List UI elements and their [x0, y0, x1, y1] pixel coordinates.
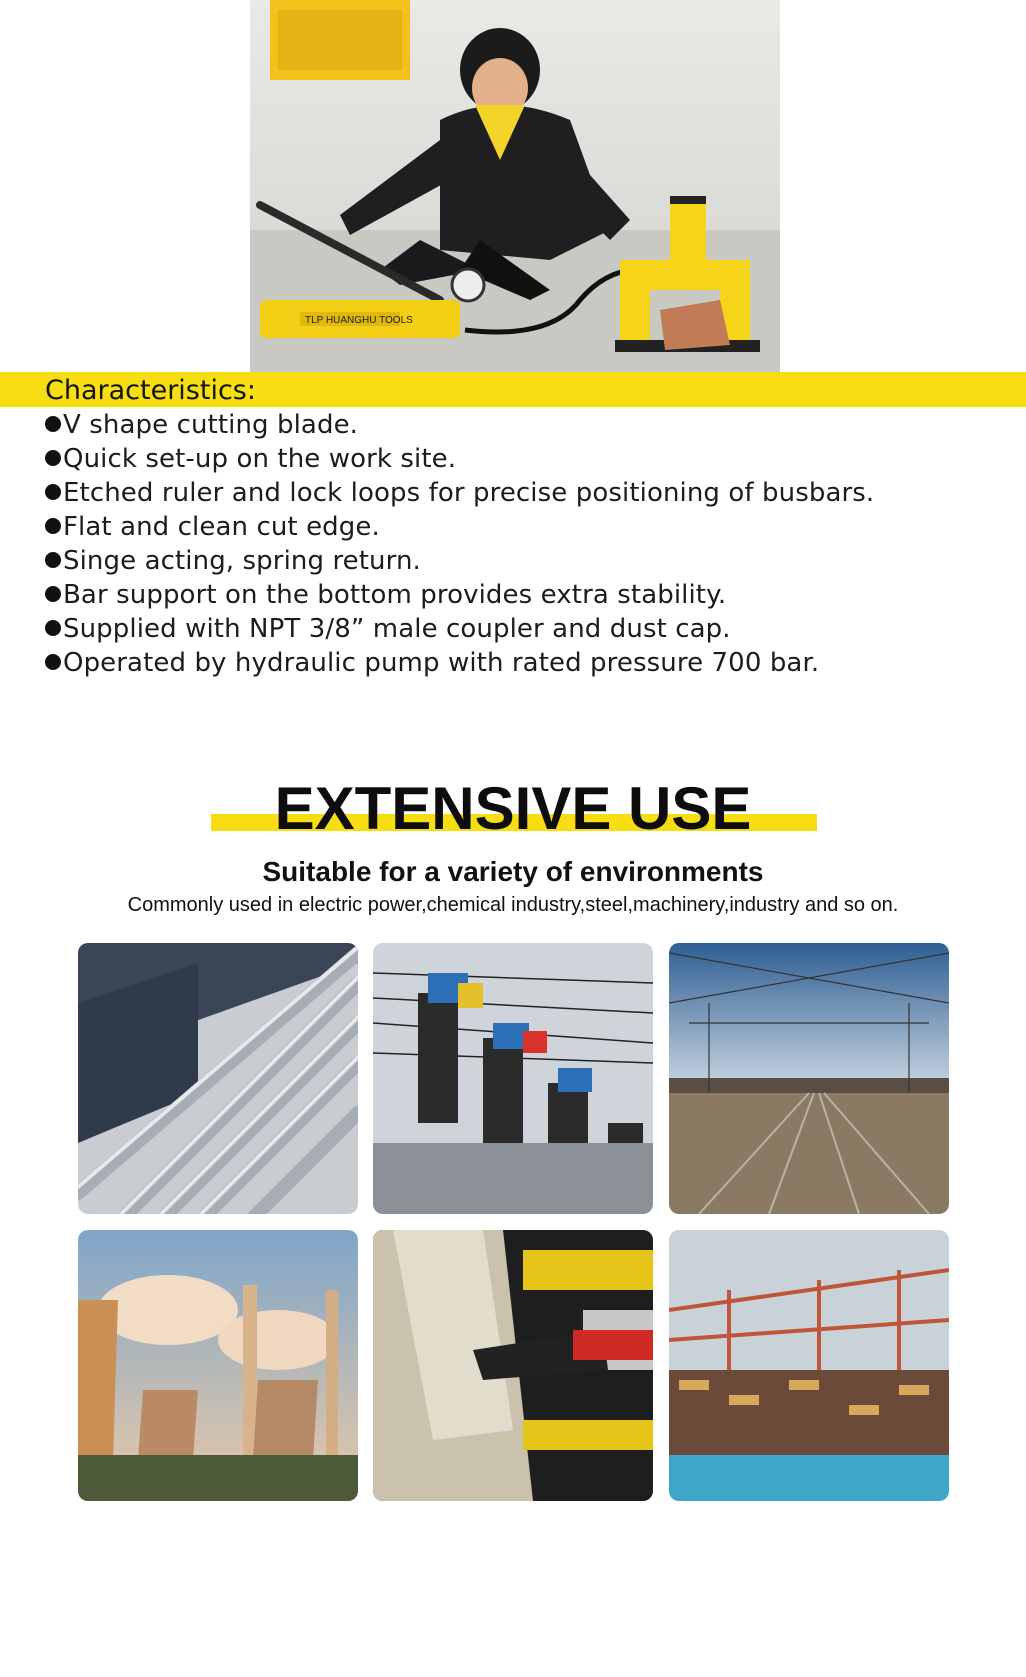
rescue-tool-photo: [373, 1230, 653, 1501]
extensive-use-description: Commonly used in electric power,chemical industry,steel,machinery,industry and so on.: [127, 894, 899, 916]
characteristics-title: Characteristics:: [45, 375, 256, 406]
bullet-icon: [45, 484, 61, 500]
bullet-icon: [45, 552, 61, 568]
characteristics-list: [45, 408, 874, 680]
hero-photo: [250, 0, 780, 372]
extensive-use-title: EXTENSIVE USE: [274, 775, 752, 842]
list-item: Singe acting, spring return.: [45, 544, 874, 578]
list-item: Operated by hydraulic pump with rated pressure 700 bar.: [45, 646, 874, 680]
bullet-icon: [45, 586, 61, 602]
list-item: Bar support on the bottom provides extra stability.: [45, 578, 874, 612]
list-item: V shape cutting blade.: [45, 408, 874, 442]
hero-brand-label: TLP HUANGHU TOOLS: [305, 315, 413, 326]
bullet-icon: [45, 518, 61, 534]
power-plant-photo: [78, 1230, 358, 1501]
list-item: Quick set-up on the work site.: [45, 442, 874, 476]
pipes-photo: [78, 943, 358, 1214]
port-cranes-photo: [669, 1230, 949, 1501]
bullet-icon: [45, 416, 61, 432]
railway-photo: [669, 943, 949, 1214]
bullet-icon: [45, 450, 61, 466]
list-item: Flat and clean cut edge.: [45, 510, 874, 544]
bullet-icon: [45, 620, 61, 636]
insulators-photo: [373, 943, 653, 1214]
extensive-use-subtitle: Suitable for a variety of environments: [262, 856, 764, 887]
hero-illustration: [250, 0, 780, 372]
list-item: Etched ruler and lock loops for precise positioning of busbars.: [45, 476, 874, 510]
list-item: Supplied with NPT 3/8” male coupler and dust cap.: [45, 612, 874, 646]
bullet-icon: [45, 654, 61, 670]
